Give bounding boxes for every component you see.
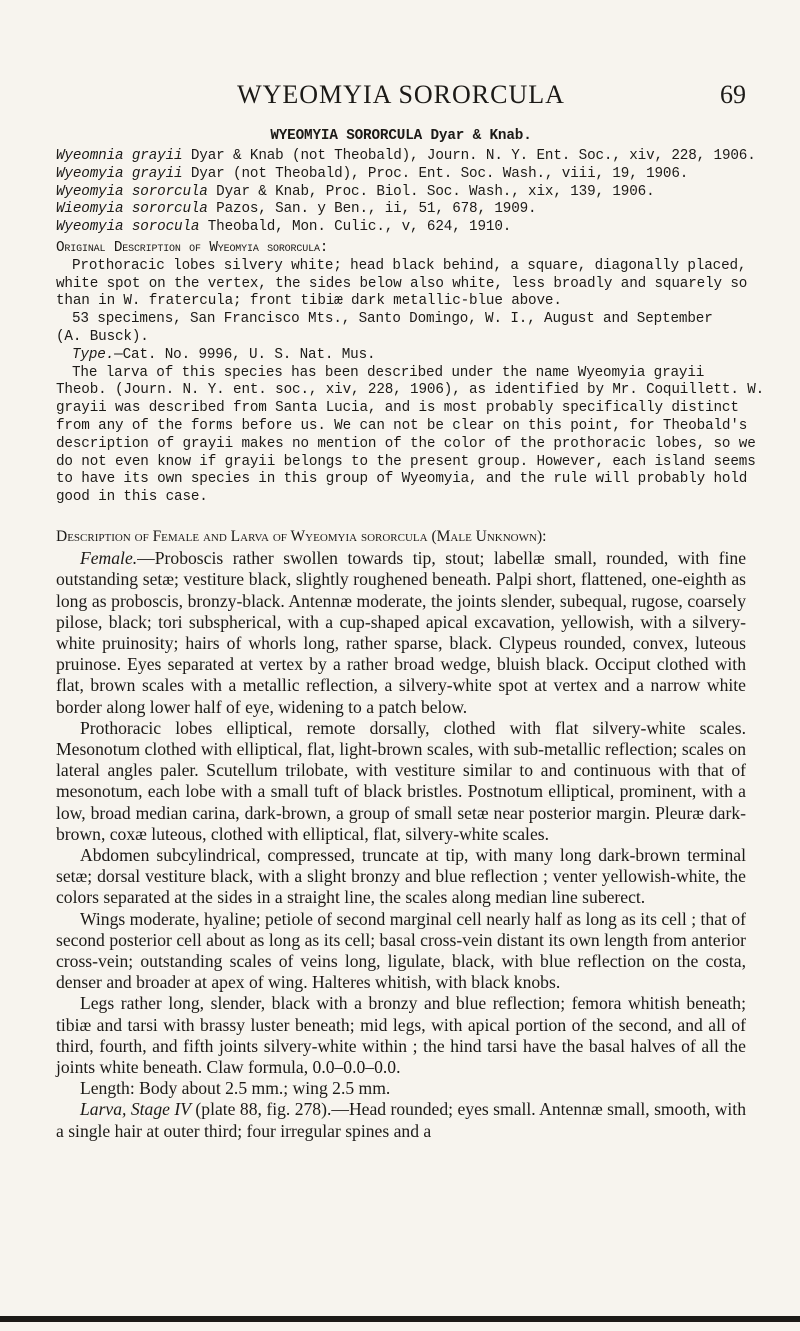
running-title: WYEOMYIA SORORCULA [237, 80, 565, 109]
synonym-citation: Dyar (not Theobald), Proc. Ent. Soc. Wash., viii, 19, 1906. [182, 165, 689, 182]
text-line: (A. Busck). [56, 328, 149, 345]
synonymy-list [56, 148, 756, 237]
female-paragraph [56, 548, 746, 718]
synonym-entry [56, 201, 746, 219]
text-line: grayii was described from Santa Lucia, and is most probably specifically distinct [56, 400, 739, 417]
text-line: 53 specimens, San Francisco Mts., Santo Domingo, W. I., August and September [72, 311, 713, 328]
page-number: 69 [720, 80, 746, 109]
synonym-entry [56, 148, 756, 166]
female-text: —Proboscis rather swollen towards tip, stout; labellæ small, rounded, with fine outstanding setæ; vestiture black, slightly roughened beneath. Palpi short, flattened, one-eighth as long as proboscis, bronzy-black. Antennæ moderate, the joints slender, subequal, rugose, coarsely pilose, black; tori subspherical, with a cup-shaped apical excavation, yellowish, with a silvery-white pruinosity; hairs of whorls long, rather sparse, black. Clypeus rounded, convex, luteous pruinose. Eyes separated at vertex by a rather broad wedge, bluish black. Occiput clothed with flat, brown scales with a metallic reflection, a silvery-white spot at vertex and a narrow white border along lower half of eye, widening to a patch below. [56, 548, 746, 717]
synonym-citation: Dyar & Knab (not Theobald), Journ. N. Y. Ent. Soc., xiv, 228, 1906. [182, 148, 756, 164]
legs-paragraph: Legs rather long, slender, black with a bronzy and blue reflection; femora whitish beneath; tibiæ and tarsi with brassy luster beneath; mid legs, with apical portion of the second, and all of third, fourth, and fifth joints silvery-white within ; the hind tarsi have the basal halves of all the joints white beneath. Claw formula, 0.0–0.0–0.0. [56, 993, 746, 1078]
larva-text: (plate 88, fig. 278).—Head rounded; eyes small. Antennæ small, smooth, with a single hair at outer third; four irregular spines and a [56, 1099, 746, 1141]
text-line: to have its own species in this group of Wyeomyia, and the rule will probably hold [56, 471, 748, 488]
text-line: than in W. fratercula; front tibiæ dark metallic-blue above. [56, 293, 562, 310]
species-title: WYEOMYIA SORORCULA Dyar & Knab. [270, 128, 532, 144]
female-label: Female. [80, 548, 138, 569]
synonym-citation: Theobald, Mon. Culic., v, 624, 1910. [199, 219, 512, 236]
abdomen-paragraph: Abdomen subcylindrical, compressed, truncate at tip, with many long dark-brown terminal setæ; dorsal vestiture black, with a slight bronzy and blue reflection ; venter yellowish-white, the colors separated at the sides in a straight line, the scales along median line suberect. [56, 845, 746, 908]
synonym-name: Wyeomyia sorocula [56, 219, 200, 236]
text-line: good in this case. [56, 489, 208, 506]
detailed-description [56, 526, 746, 1142]
text-line: The larva of this species has been described under the name Wyeomyia grayii [72, 364, 705, 381]
running-head [56, 80, 746, 114]
section-heading: Description of Female and Larva of Wyeomyia sororcula (Male Unknown): [56, 528, 547, 545]
synonym-name: Wyeomyia grayii [56, 165, 183, 182]
synonym-citation: Pazos, San. y Ben., ii, 51, 678, 1909. [207, 201, 537, 218]
text-line: Theob. (Journ. N. Y. ent. soc., xiv, 228, 1906), as identified by Mr. Coquillett. W. [56, 382, 765, 399]
synonym-name: Wyeomyia sororcula [56, 183, 208, 200]
larva-label: Larva, Stage IV [80, 1099, 191, 1120]
page-bottom-rule [0, 1316, 800, 1322]
text-line: description of grayii makes no mention of the color of the prothoracic lobes, so we [56, 435, 756, 452]
synonym-name: Wyeomnia grayii [56, 148, 183, 164]
section-heading: Original Description of Wyeomyia sororcula: [56, 240, 329, 256]
text-line: from any of the forms before us. We can not be clear on this point, for Theobald's [56, 417, 748, 434]
original-description [56, 240, 765, 507]
synonym-name: Wieomyia sororcula [56, 201, 208, 218]
type-citation: —Cat. No. 9996, U. S. Nat. Mus. [114, 346, 376, 363]
text-line: white spot on the vertex, the sides below also white, less broadly and squarely so [56, 275, 748, 292]
larva-paragraph [56, 1099, 746, 1141]
text-line: do not even know if grayii belongs to the present group. However, each island seems [56, 453, 756, 470]
text-line: Prothoracic lobes silvery white; head black behind, a square, diagonally placed, [72, 257, 747, 274]
type-label: Type. [72, 346, 115, 363]
synonym-citation: Dyar & Knab, Proc. Biol. Soc. Wash., xix, 139, 1906. [207, 183, 655, 200]
type-line [56, 347, 746, 365]
wings-paragraph: Wings moderate, hyaline; petiole of second marginal cell nearly half as long as its cell ; that of second posterior cell about as long as its cell; basal cross-vein distant its own length from anterior cross-vein; outstanding scales of veins long, ligulate, black, with blue reflection on the costa, denser and broader at apex of wing. Halteres whitish, with black knobs. [56, 908, 746, 993]
length-paragraph: Length: Body about 2.5 mm.; wing 2.5 mm. [80, 1078, 391, 1099]
synonym-entry [56, 219, 746, 237]
synonym-entry [56, 166, 746, 184]
synonym-entry [56, 184, 746, 202]
thorax-paragraph: Prothoracic lobes elliptical, remote dorsally, clothed with flat silvery-white scales. Mesonotum clothed with elliptical, flat, light-brown scales, with sub-metallic reflection; scales on lateral angles paler. Scutellum trilobate, with vestiture similar to and continuous with that of mesonotum, each lobe with a small tuft of black bristles. Postnotum elliptical, prominent, with a low, broad median carina, dark-brown, a group of small setæ near posterior margin. Pleuræ dark-brown, coxæ luteous, clothed with elliptical, flat, silvery-white scales. [56, 717, 746, 844]
